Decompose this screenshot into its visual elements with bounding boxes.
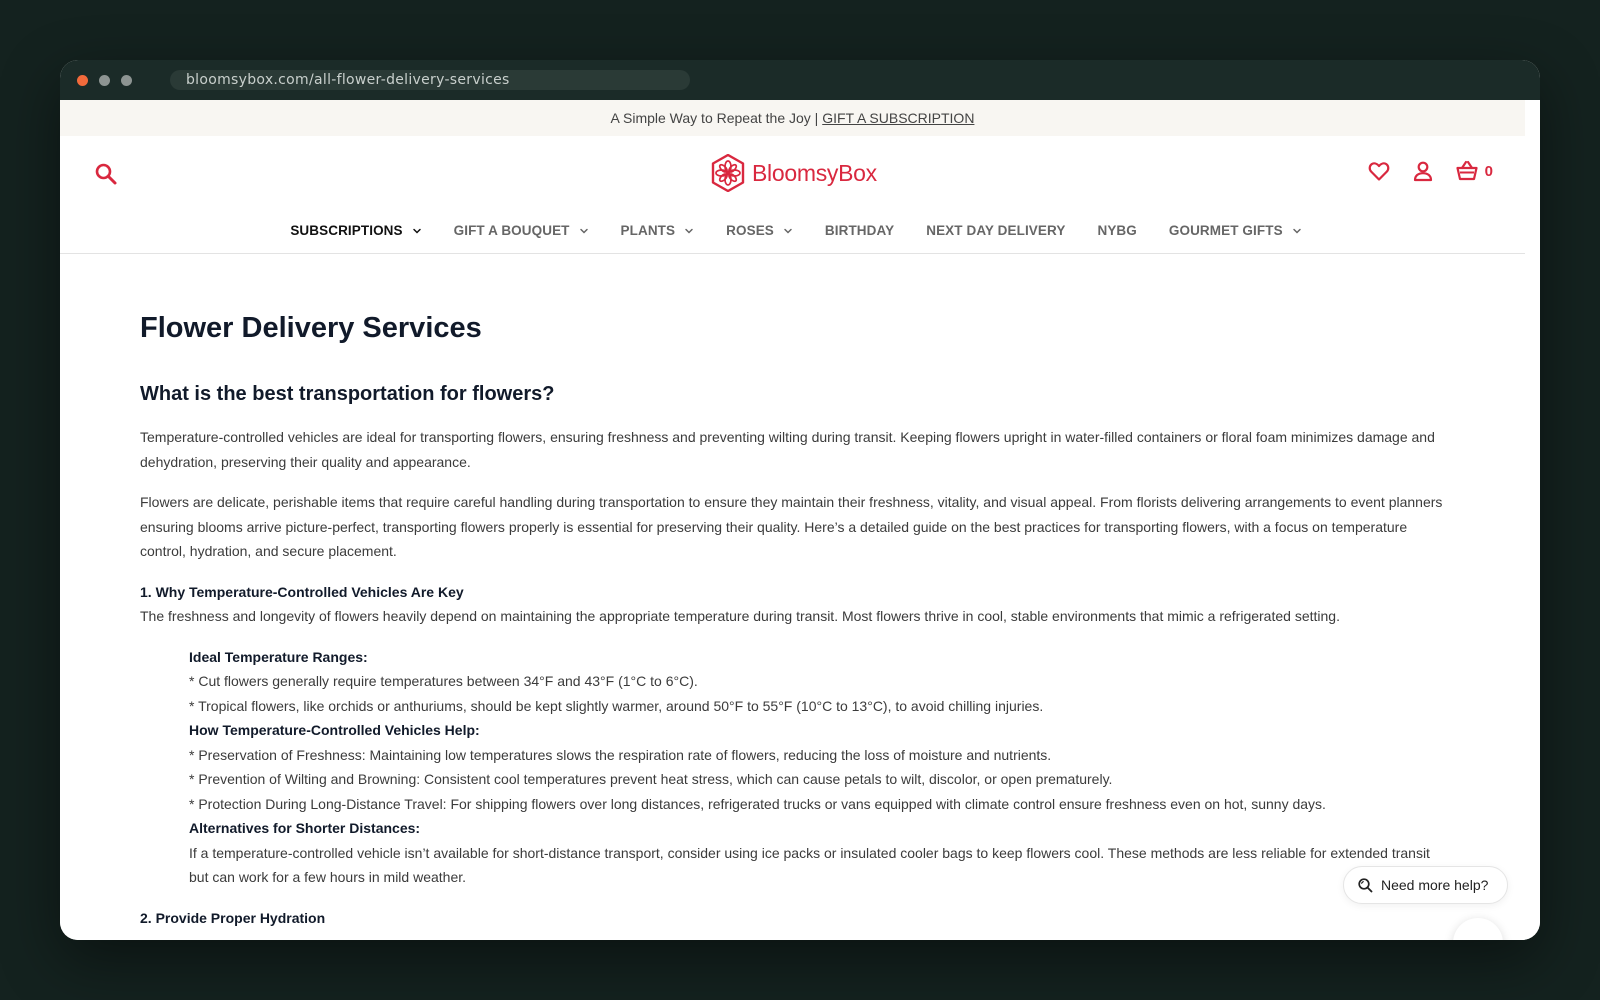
nav-item-label: NYBG (1097, 223, 1137, 238)
nav-item-label: BIRTHDAY (824, 223, 895, 238)
nav-item-label: GOURMET GIFTS (1168, 223, 1283, 238)
help-search-icon (1357, 877, 1373, 893)
search-icon[interactable] (94, 162, 118, 186)
cart-basket-icon[interactable] (1455, 159, 1479, 183)
minimize-window-button[interactable] (99, 75, 110, 86)
site-header (60, 136, 1525, 208)
promo-text: A Simple Way to Repeat the Joy | (610, 110, 823, 126)
overview-paragraph: Flowers are delicate, perishable items that require careful handling during transportation to ensure they maintain their freshness, vitality, and visual appeal. From florists delivering arrangements to event planners ensuring blooms arrive picture-perfect, transporting flowers properly is essential for preserving their quality. Here’s a detailed guide on the best practices for transporting flowers, with a focus on temperature control, hydration, and secure placement. (140, 494, 1443, 559)
page-title: Flower Delivery Services (140, 312, 482, 344)
cart-count-badge[interactable]: 0 (1484, 162, 1493, 180)
ideal-temperature-heading: Ideal Temperature Ranges: (189, 648, 368, 665)
nav-item-nybg[interactable] (1097, 223, 1136, 238)
account-user-icon[interactable] (1411, 159, 1435, 183)
section-1-details (140, 645, 1445, 890)
chevron-down-icon (783, 226, 793, 236)
section-1-title: 1. Why Temperature-Controlled Vehicles Are Key (140, 583, 464, 600)
logo-mark-icon (710, 154, 746, 192)
list-item: * Protection During Long-Distance Travel: For shipping flowers over long distances, refrigerated trucks or vans equipped with climate control ensure freshness even on hot, sunny days. (189, 795, 1326, 812)
section-heading: What is the best transportation for flowers? (140, 383, 555, 405)
nav-item-next-day-delivery[interactable] (926, 223, 1065, 238)
article-content (60, 254, 1525, 930)
main-navigation (60, 208, 1525, 254)
nav-item-gift-a-bouquet[interactable] (454, 223, 589, 238)
nav-item-birthday[interactable] (825, 223, 894, 238)
vehicles-help-heading: How Temperature-Controlled Vehicles Help: (189, 722, 480, 738)
nav-item-label: ROSES (726, 223, 774, 238)
section-2-title: 2. Provide Proper Hydration (140, 909, 326, 926)
logo-text: BloomsyBox (752, 159, 877, 186)
header-actions (1347, 159, 1493, 183)
browser-titlebar (60, 60, 1540, 100)
list-item: * Preservation of Freshness: Maintaining low temperatures slows the respiration rate of flowers, reducing the loss of moisture and nutrients. (189, 746, 1052, 763)
chevron-down-icon (579, 226, 589, 236)
nav-item-roses[interactable] (726, 223, 793, 238)
maximize-window-button[interactable] (121, 75, 132, 86)
address-bar[interactable]: bloomsybox.com/all-flower-delivery-services (170, 70, 690, 90)
chevron-down-icon (684, 226, 694, 236)
alternatives-heading: Alternatives for Shorter Distances: (189, 820, 421, 836)
nav-item-gourmet-gifts[interactable] (1169, 223, 1302, 238)
site-logo[interactable] (710, 153, 877, 193)
wishlist-heart-icon[interactable] (1367, 159, 1391, 183)
browser-window (60, 60, 1540, 940)
page-scrollbar[interactable] (1525, 100, 1540, 940)
list-item: * Prevention of Wilting and Browning: Consistent cool temperatures prevent heat stress, which can cause petals to wilt, discolor, or open prematurely. (189, 771, 1113, 787)
nav-item-plants[interactable] (621, 223, 695, 238)
list-item: * Cut flowers generally require temperatures between 34°F and 43°F (1°C to 6°C). (189, 673, 698, 689)
list-item: * Tropical flowers, like orchids or anthuriums, should be kept slightly warmer, around 50°F to 55°F (10°C to 13°C), to avoid chilling injuries. (189, 697, 1044, 714)
need-help-label: Need more help? (1381, 877, 1489, 893)
promo-banner (60, 100, 1525, 136)
nav-item-label: GIFT A BOUQUET (453, 223, 570, 238)
intro-paragraph: Temperature-controlled vehicles are ideal for transporting flowers, ensuring freshness and preventing wilting during transit. Keeping flowers upright in water-filled containers or floral foam minimizes damage and dehydration, preserving their quality and appearance. (140, 429, 1435, 470)
alternatives-text: If a temperature-controlled vehicle isn’t available for short-distance transport, consider using ice packs or insulated cooler bags to keep flowers cool. These methods are less reliable for extended transit but can work for a few hours in mild weather. (189, 844, 1430, 885)
nav-item-label: SUBSCRIPTIONS (290, 223, 403, 238)
nav-item-subscriptions[interactable] (290, 223, 421, 238)
web-page (60, 100, 1525, 940)
nav-item-label: PLANTS (620, 223, 676, 238)
need-help-button[interactable] (1343, 866, 1508, 904)
nav-item-label: NEXT DAY DELIVERY (926, 223, 1066, 238)
close-window-button[interactable] (77, 75, 88, 86)
section-1-text: The freshness and longevity of flowers heavily depend on maintaining the appropriate temperature during transit. Most flowers thrive in cool, stable environments that mimic a refrigerated setting. (140, 608, 1340, 624)
chevron-down-icon (412, 226, 422, 236)
chevron-down-icon (1292, 226, 1302, 236)
gift-subscription-link[interactable]: GIFT A SUBSCRIPTION (822, 110, 975, 126)
